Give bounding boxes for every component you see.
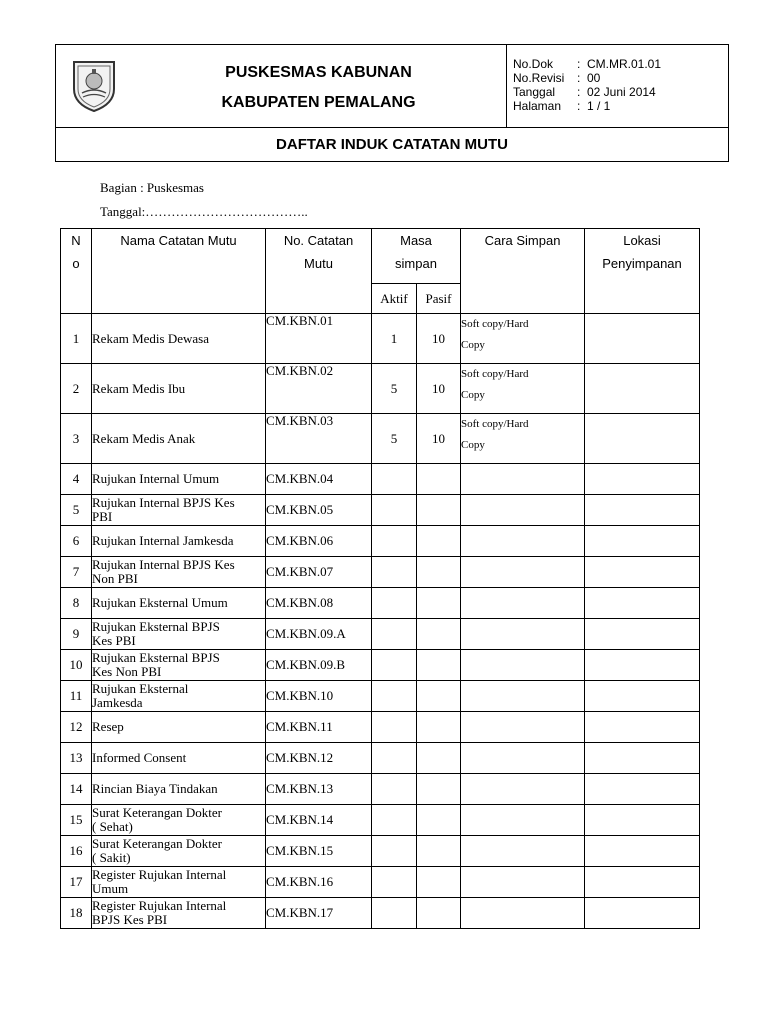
header-cara-simpan: Cara Simpan bbox=[461, 229, 585, 314]
table-row: 15 Surat Keterangan Dokter ( Sehat) CM.KBN.14 bbox=[61, 805, 700, 836]
institution-name: PUSKESMAS KABUNAN bbox=[225, 64, 412, 81]
header-masa-simpan: Masa simpan bbox=[372, 229, 461, 284]
table-row: 13 Informed Consent CM.KBN.12 bbox=[61, 743, 700, 774]
header-aktif: Aktif bbox=[372, 284, 417, 314]
shield-emblem-icon bbox=[70, 59, 118, 113]
info-row-tanggal: Tanggal : 02 Juni 2014 bbox=[513, 85, 656, 99]
table-row: 11 Rujukan Eksternal Jamkesda CM.KBN.10 bbox=[61, 681, 700, 712]
info-row-nodok: No.Dok : CM.MR.01.01 bbox=[513, 57, 662, 71]
header-lokasi: Lokasi Penyimpanan bbox=[585, 229, 700, 314]
table-row: 5 Rujukan Internal BPJS Kes PBI CM.KBN.05 bbox=[61, 495, 700, 526]
header-pasif: Pasif bbox=[417, 284, 461, 314]
table-row: 1 Rekam Medis Dewasa CM.KBN.01 1 10 Soft copy/Hard Copy bbox=[61, 314, 700, 364]
table-row: 16 Surat Keterangan Dokter ( Sakit) CM.KBN.15 bbox=[61, 836, 700, 867]
document-title: DAFTAR INDUK CATATAN MUTU bbox=[56, 127, 728, 161]
table-row: 17 Register Rujukan Internal Umum CM.KBN.16 bbox=[61, 867, 700, 898]
table-row: 4 Rujukan Internal Umum CM.KBN.04 bbox=[61, 464, 700, 495]
region-name: KABUPATEN PEMALANG bbox=[221, 94, 416, 111]
document-header bbox=[55, 44, 729, 162]
table-row: 14 Rincian Biaya Tindakan CM.KBN.13 bbox=[61, 774, 700, 805]
table-row: 9 Rujukan Eksternal BPJS Kes PBI CM.KBN.09.A bbox=[61, 619, 700, 650]
header-nama: Nama Catatan Mutu bbox=[92, 229, 266, 314]
table-row: 2 Rekam Medis Ibu CM.KBN.02 5 10 Soft copy/Hard Copy bbox=[61, 364, 700, 414]
table-row: 8 Rujukan Eksternal Umum CM.KBN.08 bbox=[61, 588, 700, 619]
institution-title-block bbox=[131, 45, 507, 127]
table-row: 10 Rujukan Eksternal BPJS Kes Non PBI CM.KBN.09.B bbox=[61, 650, 700, 681]
tanggal-line: Tanggal:……………………………….. bbox=[100, 204, 308, 219]
table-row: 3 Rekam Medis Anak CM.KBN.03 5 10 Soft copy/Hard Copy bbox=[61, 414, 700, 464]
table-row: 12 Resep CM.KBN.11 bbox=[61, 712, 700, 743]
info-row-norevisi: No.Revisi : 00 bbox=[513, 71, 601, 85]
table-row: 6 Rujukan Internal Jamkesda CM.KBN.06 bbox=[61, 526, 700, 557]
bagian-line: Bagian : Puskesmas bbox=[100, 180, 204, 195]
info-row-halaman: Halaman : 1 / 1 bbox=[513, 99, 611, 113]
table-row: 7 Rujukan Internal BPJS Kes Non PBI CM.KBN.07 bbox=[61, 557, 700, 588]
catatan-mutu-table bbox=[60, 228, 700, 929]
table-row: 18 Register Rujukan Internal BPJS Kes PBI CM.KBN.17 bbox=[61, 898, 700, 929]
header-no: N o bbox=[61, 229, 92, 314]
document-info-block bbox=[507, 45, 728, 127]
regency-emblem-logo bbox=[56, 45, 131, 127]
header-nomor: No. Catatan Mutu bbox=[266, 229, 372, 314]
